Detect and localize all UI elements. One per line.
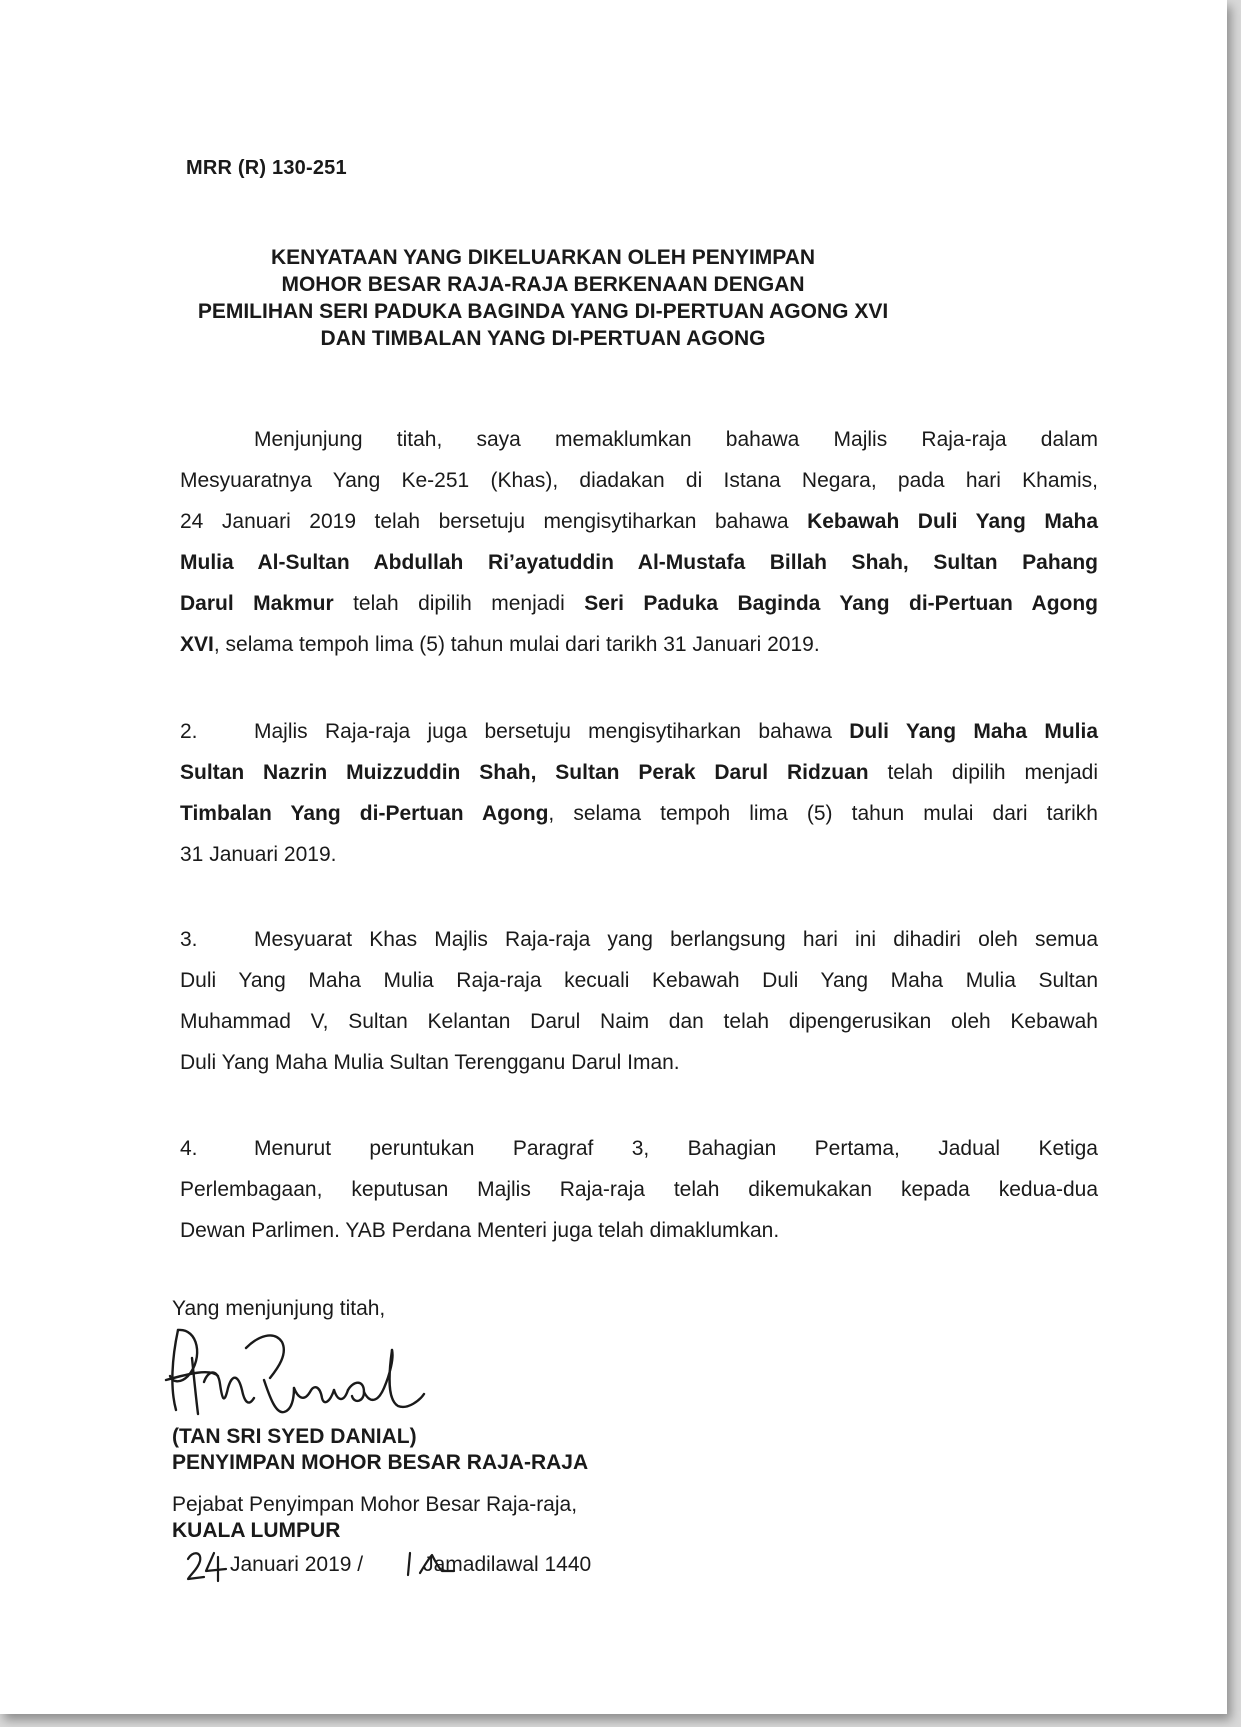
- paragraph-line: [180, 711, 1098, 752]
- bold-run: Kebawah Duli Yang Maha: [807, 510, 1099, 533]
- paragraph-number: 3.: [180, 928, 198, 951]
- signatory-position: PENYIMPAN MOHOR BESAR RAJA-RAJA: [172, 1451, 589, 1474]
- text-run: Perlembagaan, keputusan Majlis Raja-raja telah dikemukakan kepada kedua-dua: [180, 1178, 1098, 1201]
- bold-run: XVI: [180, 633, 214, 656]
- paragraph-line: [180, 460, 1098, 501]
- text-run: Mesyuarat Khas Majlis Raja-raja yang berlangsung hari ini dihadiri oleh semua: [254, 928, 1098, 951]
- paragraph-4: [180, 1128, 1098, 1251]
- handwritten-signature: [158, 1318, 428, 1430]
- office-city: KUALA LUMPUR: [172, 1519, 341, 1542]
- paragraph-line: [180, 919, 1098, 960]
- paragraph-line: [180, 752, 1098, 793]
- paragraph-2: [180, 711, 1098, 875]
- paragraph-3: [180, 919, 1098, 1083]
- document-title: [0, 244, 1093, 352]
- paragraph-number: 2.: [180, 720, 198, 743]
- paragraph-line: [180, 542, 1098, 583]
- bold-run: Sultan Nazrin Muizzuddin Shah, Sultan Perak Darul Ridzuan: [180, 761, 869, 784]
- title-line: KENYATAAN YANG DIKELUARKAN OLEH PENYIMPAN: [270, 246, 816, 269]
- paragraph-line: [180, 583, 1098, 624]
- paragraph-line: [180, 834, 1098, 875]
- paragraph-line: [180, 1210, 1098, 1251]
- text-run: telah dipilih menjadi: [333, 592, 585, 615]
- reference-number: MRR (R) 130-251: [186, 157, 347, 179]
- bold-run: Duli Yang Maha Mulia: [849, 720, 1098, 743]
- paragraph-line: [180, 1042, 1098, 1083]
- paragraph-line: [180, 1169, 1098, 1210]
- title-line: DAN TIMBALAN YANG DI-PERTUAN AGONG: [320, 327, 766, 350]
- text-run: Dewan Parlimen. YAB Perdana Menteri juga telah dimaklumkan.: [180, 1219, 780, 1242]
- paragraph-line: [180, 419, 1098, 460]
- date-line: [186, 1553, 591, 1577]
- paragraph-line: [180, 960, 1098, 1001]
- text-run: Menurut peruntukan Paragraf 3, Bahagian Pertama, Jadual Ketiga: [254, 1137, 1098, 1160]
- paragraph-1: [180, 419, 1098, 665]
- text-run: 31 Januari 2019.: [180, 843, 337, 866]
- handwritten-hijri-day: [404, 1549, 456, 1579]
- date-hijri: Jamadilawal 1440: [423, 1553, 592, 1576]
- office-address: Pejabat Penyimpan Mohor Besar Raja-raja,: [172, 1493, 578, 1516]
- bold-run: Darul Makmur: [180, 592, 334, 615]
- title-line: MOHOR BESAR RAJA-RAJA BERKENAAN DENGAN: [281, 273, 805, 296]
- paragraph-line: [180, 1001, 1098, 1042]
- paragraph-number: 4.: [180, 1137, 198, 1160]
- bold-run: Timbalan Yang di-Pertuan Agong: [180, 802, 549, 825]
- text-run: Mesyuaratnya Yang Ke-251 (Khas), diadakan di Istana Negara, pada hari Khamis,: [180, 469, 1098, 492]
- text-run: Muhammad V, Sultan Kelantan Darul Naim dan telah dipengerusikan oleh Kebawah: [180, 1010, 1098, 1033]
- paragraph-line: [180, 624, 1098, 665]
- date-gregorian: Januari 2019 /: [230, 1553, 364, 1576]
- paragraph-line: [180, 793, 1098, 834]
- bold-run: Seri Paduka Baginda Yang di-Pertuan Agong: [584, 592, 1099, 615]
- salutation: Yang menjunjung titah,: [172, 1297, 386, 1320]
- title-line: PEMILIHAN SERI PADUKA BAGINDA YANG DI-PERTUAN AGONG XVI: [197, 300, 889, 323]
- text-run: Majlis Raja-raja juga bersetuju mengisytiharkan bahawa: [254, 720, 850, 743]
- signatory-name: (TAN SRI SYED DANIAL): [172, 1425, 417, 1448]
- handwritten-day: [184, 1549, 230, 1583]
- text-run: Duli Yang Maha Mulia Raja-raja kecuali Kebawah Duli Yang Maha Mulia Sultan: [180, 969, 1098, 992]
- bold-run: Mulia Al-Sultan Abdullah Ri’ayatuddin Al-Mustafa Billah Shah, Sultan Pahang: [180, 551, 1098, 574]
- text-run: telah dipilih menjadi: [868, 761, 1098, 784]
- text-run: Duli Yang Maha Mulia Sultan Terengganu Darul Iman.: [180, 1051, 680, 1074]
- text-run: 24 Januari 2019 telah bersetuju mengisytiharkan bahawa: [180, 510, 808, 533]
- text-run: , selama tempoh lima (5) tahun mulai dari tarikh: [548, 802, 1098, 825]
- text-run: Menjunjung titah, saya memaklumkan bahawa Majlis Raja-raja dalam: [254, 428, 1098, 451]
- paragraph-line: [180, 501, 1098, 542]
- paragraph-line: [180, 1128, 1098, 1169]
- text-run: , selama tempoh lima (5) tahun mulai dari tarikh 31 Januari 2019.: [213, 633, 820, 656]
